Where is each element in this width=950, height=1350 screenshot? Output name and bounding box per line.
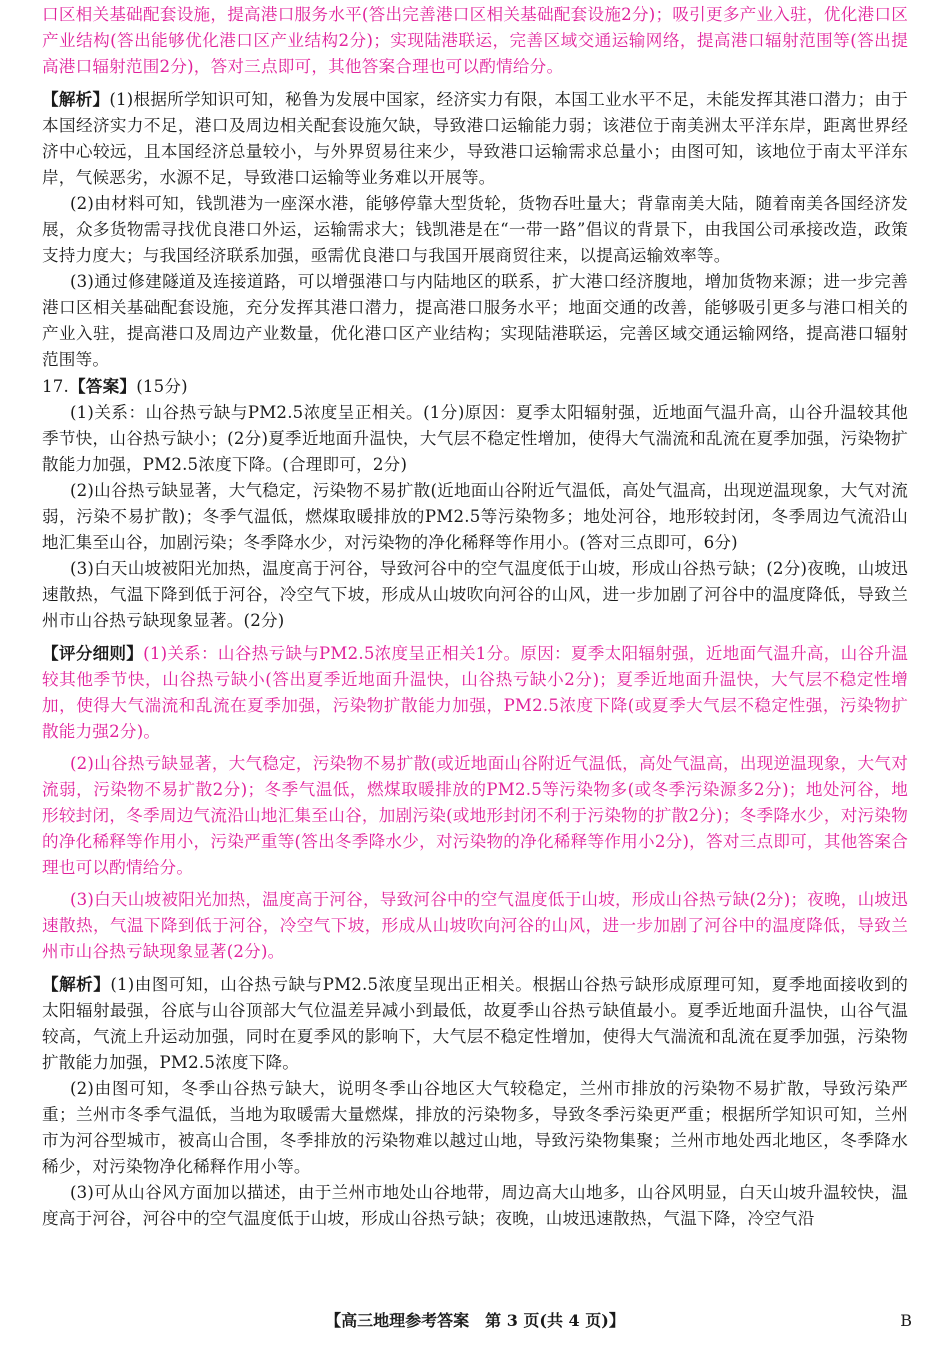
scoring-17-text1: (1)关系：山谷热亏缺与PM2.5浓度呈正相关1分。原因：夏季太阳辐射强，近地面气温升高，山谷升温较其他季节快，山谷热亏缺小(答出夏季近地面升温快，山谷热亏缺小2分)；夏季近地面升温快，大气层不稳定性增加，使得大气湍流和乱流在夏季加强，污染物扩散能力加强，PM2.5浓度下降(或夏季大气层不稳定性强，污染物扩散能力强2分)。: [42, 644, 909, 741]
answer-17-part1: (1)关系：山谷热亏缺与PM2.5浓度呈正相关。(1分)原因：夏季太阳辐射强，近地面气温升高，山谷升温较其他季节快，山谷热亏缺小；(2分)夏季近地面升温快，大气层不稳定性增加，使得大气湍流和乱流在夏季加强，污染物扩散能力加强，PM2.5浓度下降。(合理即可，2分): [42, 403, 908, 474]
scoring-label: 【评分细则】: [42, 643, 144, 663]
scoring-17-part2: (2)山谷热亏缺显著，大气稳定，污染物不易扩散(或近地面山谷附近气温低，高处气温高，出现逆温现象，大气对流弱，污染物不易扩散2分)；冬季气温低，燃煤取暖排放的PM2.5等污染物多(或冬季污染源多2分)；地处河谷，地形较封闭，冬季周边气流沿山地汇集至山谷，加剧污染(或地形封闭不利于污染物的扩散2分)；冬季降水少，对污染物的净化稀释等作用小，污染严重等(答出冬季降水少，对污染物的净化稀释等作用小2分)，答对三点即可，其他答案合理也可以酌情给分。: [42, 754, 908, 877]
question-number: 17.: [42, 377, 69, 396]
analysis-label: 【解析】: [42, 89, 110, 109]
analysis-16-part3: (3)通过修建隧道及连接道路，可以增强港口与内陆地区的联系，扩大港口经济腹地，增加货物来源；进一步完善港口区相关基础配套设施，充分发挥其港口潜力，提高港口服务水平；地面交通的改善，能够吸引更多与港口相关的产业入驻，提高港口及周边产业数量，优化港口区产业结构；实现陆港联运，完善区域交通运输网络，提高港口辐射范围等。: [42, 272, 908, 369]
analysis-label: 【解析】: [42, 974, 111, 994]
page-footer: [0, 1308, 950, 1334]
question-17-header: [42, 373, 908, 400]
paper-version-mark: B: [900, 1311, 912, 1330]
analysis-17-text1: (1)由图可知，山谷热亏缺与PM2.5浓度呈现出正相关。根据山谷热亏缺形成原理可知，夏季地面接收到的太阳辐射最强，谷底与山谷顶部大气位温差异减小到最低，故夏季山谷热亏缺值最小。夏季近地面升温快，山谷气温较高，气流上升运动加强，同时在夏季风的影响下，大气层不稳定性增加，使得大气湍流和乱流在夏季加强，污染物扩散能力加强，PM2.5浓度下降。: [42, 975, 908, 1072]
scoring-17-part1: [42, 640, 908, 745]
question-score: (15分): [136, 377, 188, 396]
answer-label: 【答案】: [69, 376, 137, 396]
scoring-17-part3: (3)白天山坡被阳光加热，温度高于河谷，导致河谷中的空气温度低于山坡，形成山谷热亏缺(2分)；夜晚，山坡迅速散热，气温下降到低于河谷，冷空气下坡，形成从山坡吹向河谷的山风，进一步加剧了河谷中的温度降低，导致兰州市山谷热亏缺现象显著(2分)。: [42, 890, 908, 961]
footer-title: 【高三地理参考答案 第 3 页(共 4 页)】: [325, 1311, 625, 1330]
analysis-16-part2: (2)由材料可知，钱凯港为一座深水港，能够停靠大型货轮，货物吞吐量大；背靠南美大陆，随着南美各国经济发展，众多货物需寻找优良港口外运，运输需求大；钱凯港是在“一带一路”倡议的背景下，由我国公司承接改造，政策支持力度大；与我国经济联系加强，亟需优良港口与我国开展商贸往来，以提高运输效率等。: [42, 194, 908, 265]
scoring-continuation: 口区相关基础配套设施，提高港口服务水平(答出完善港口区相关基础配套设施2分)；吸引更多产业入驻，优化港口区产业结构(答出能够优化港口区产业结构2分)；实现陆港联运，完善区域交通运输网络，提高港口辐射范围等(答出提高港口辐射范围2分)，答对三点即可，其他答案合理也可以酌情给分。: [42, 5, 908, 76]
analysis-17-part1: [42, 971, 908, 1076]
analysis-17-part3: (3)可从山谷风方面加以描述，由于兰州市地处山谷地带，周边高大山地多，山谷风明显，白天山坡升温较快，温度高于河谷，河谷中的空气温度低于山坡，形成山谷热亏缺；夜晚，山坡迅速散热，气温下降，冷空气沿: [42, 1183, 908, 1228]
answer-17-part3: (3)白天山坡被阳光加热，温度高于河谷，导致河谷中的空气温度低于山坡，形成山谷热亏缺；(2分)夜晚，山坡迅速散热，气温下降到低于河谷，冷空气下坡，形成从山坡吹向河谷的山风，进一步加剧了河谷中的温度降低，导致兰州市山谷热亏缺现象显著。(2分): [42, 559, 908, 630]
answer-17-part2: (2)山谷热亏缺显著，大气稳定，污染物不易扩散(近地面山谷附近气温低，高处气温高，出现逆温现象，大气对流弱，污染不易扩散)；冬季气温低，燃煤取暖排放的PM2.5等污染物多；地处河谷，地形较封闭，冬季周边气流沿山地汇集至山谷，加剧污染；冬季降水少，对污染物的净化稀释等作用小。(答对三点即可，6分): [42, 481, 908, 552]
analysis-16-part1: [42, 86, 908, 191]
analysis-16-text1: (1)根据所学知识可知，秘鲁为发展中国家，经济实力有限，本国工业水平不足，未能发挥其港口潜力；由于本国经济实力不足，港口及周边相关配套设施欠缺，导致港口运输能力弱；该港位于南美洲太平洋东岸，距离世界经济中心较远，且本国经济总量较小，与外界贸易往来少，导致港口运输需求总量小；由图可知，该地位于南太平洋东岸，气候恶劣，水源不足，导致港口运输等业务难以开展等。: [42, 90, 908, 187]
analysis-17-part2: (2)由图可知，冬季山谷热亏缺大，说明冬季山谷地区大气较稳定，兰州市排放的污染物不易扩散，导致污染严重；兰州市冬季气温低，当地为取暖需大量燃煤，排放的污染物多，导致冬季污染更严重；根据所学知识可知，兰州市为河谷型城市，被高山合围，冬季排放的污染物难以越过山地，导致污染物集聚；兰州市地处西北地区，冬季降水稀少，对污染物净化稀释作用小等。: [42, 1079, 908, 1176]
